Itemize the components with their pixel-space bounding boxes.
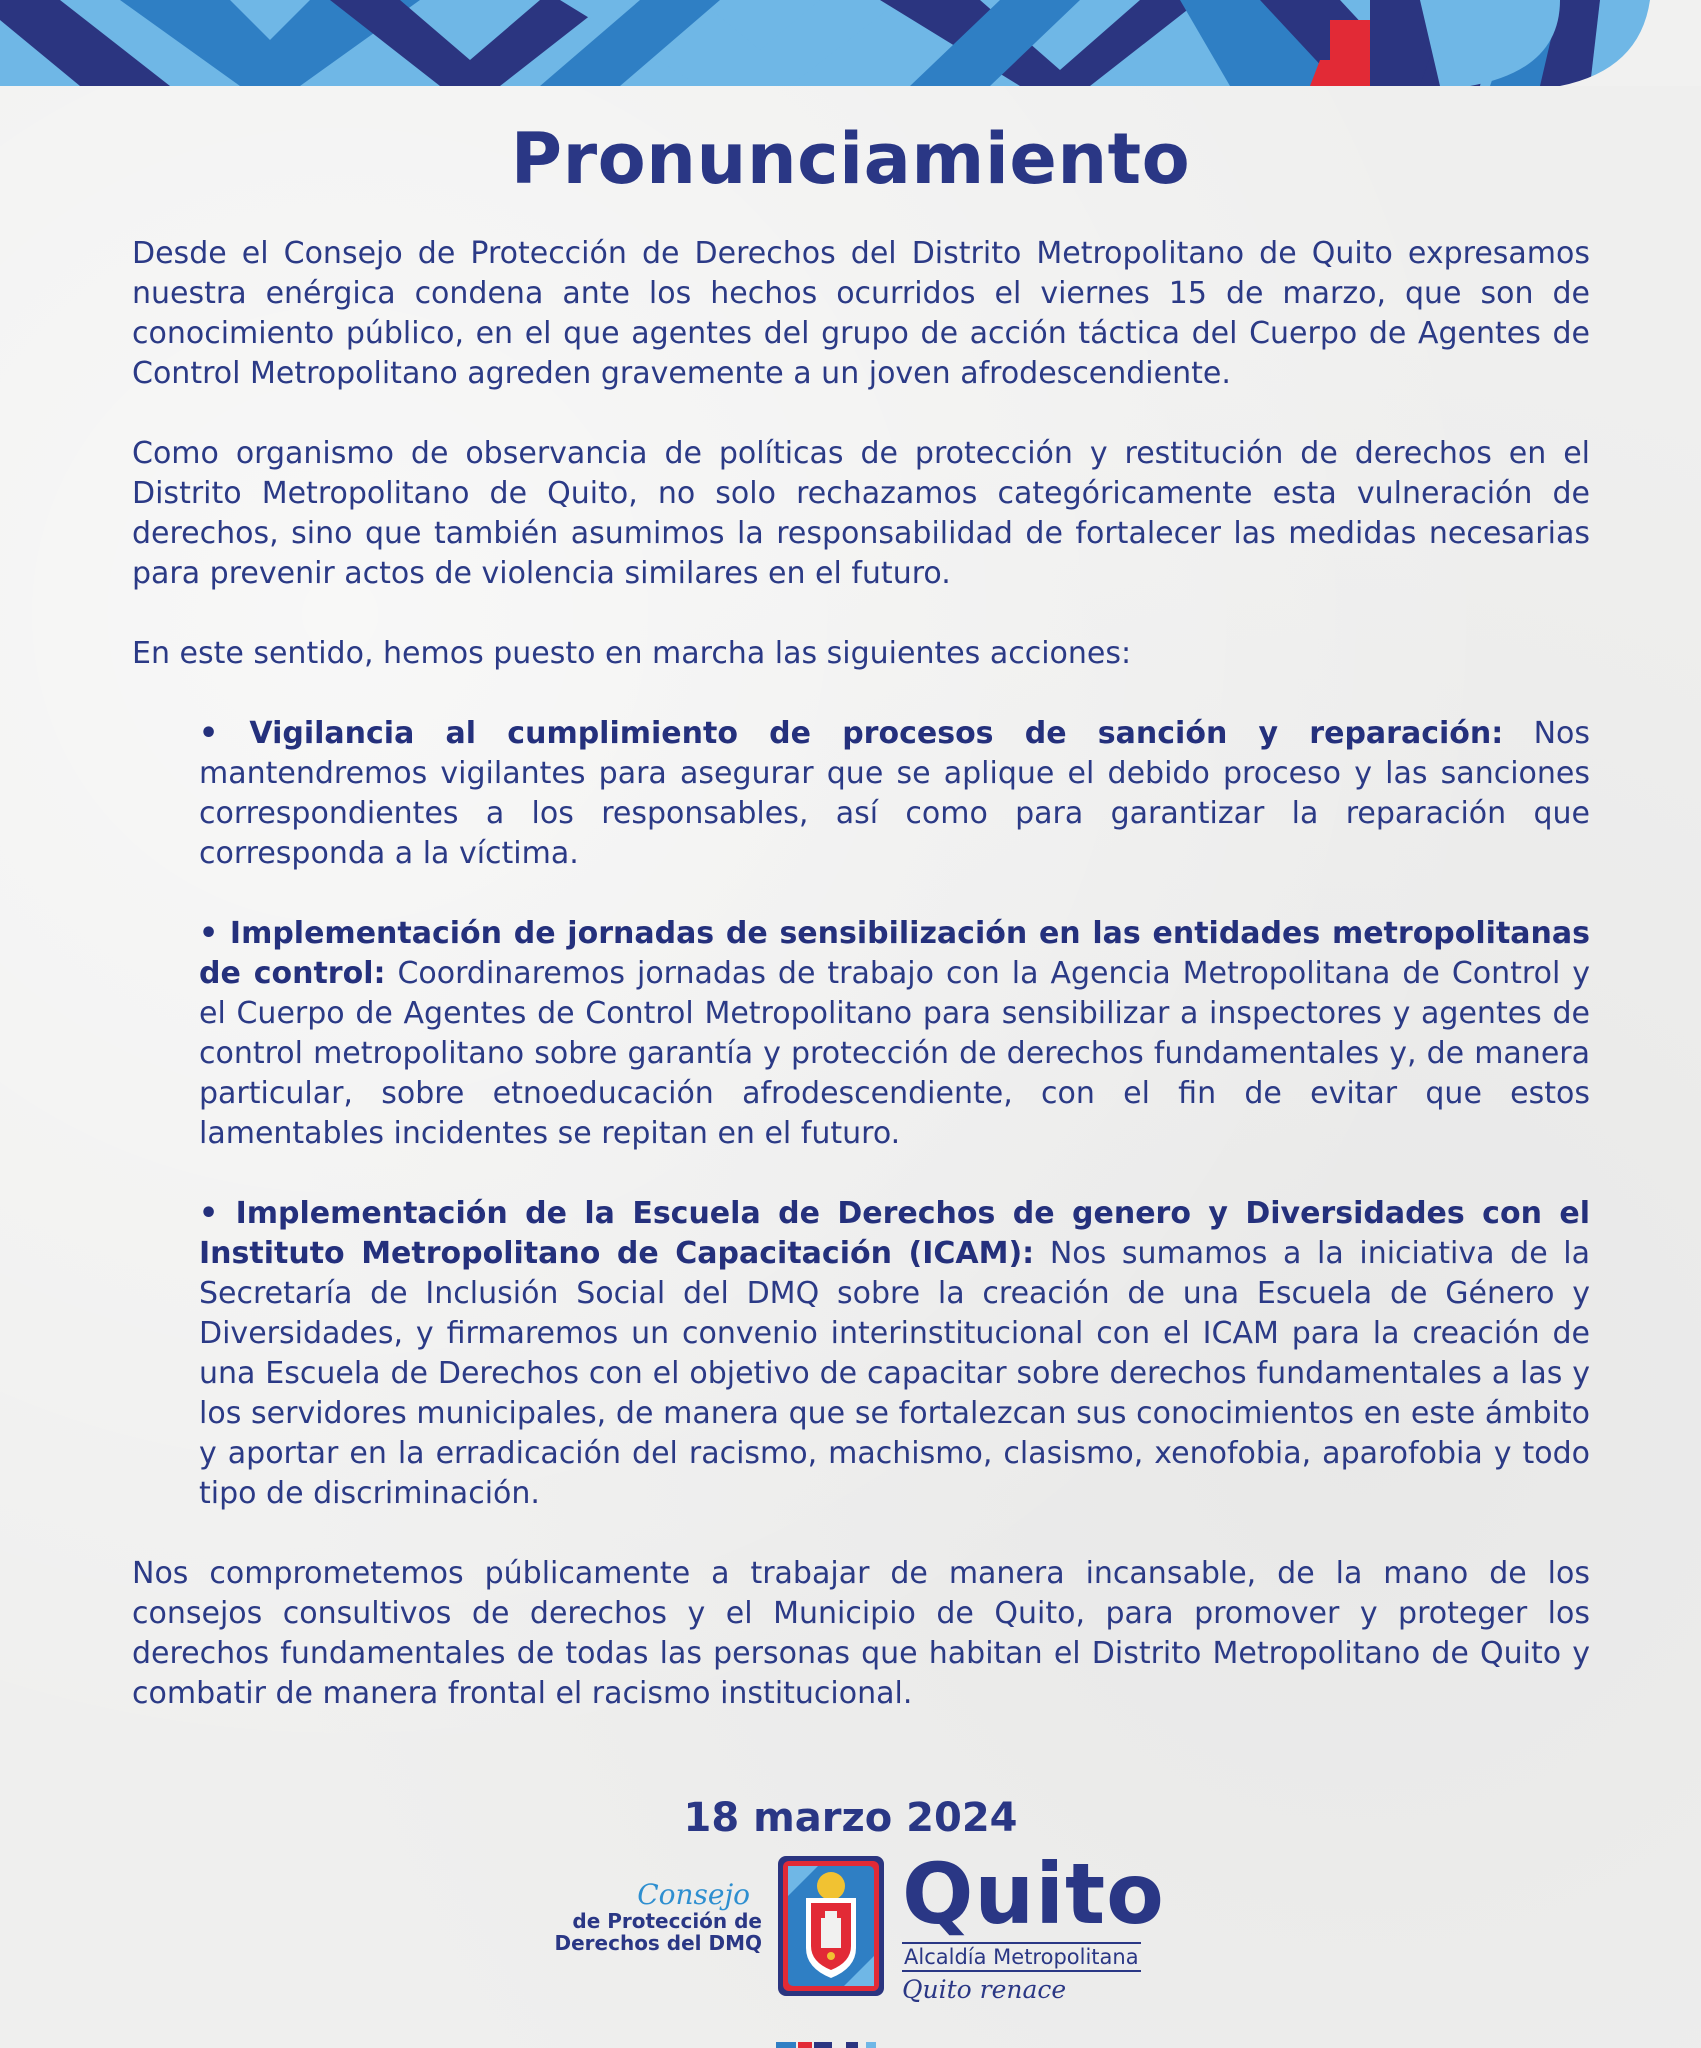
action-text: Nos sumamos a la iniciativa de la Secretaría de Inclusión Social del DMQ sobre la creación de una Escuela de Género y Diversidades, y firmaremos un convenio interinstitucional con el ICAM para la creación de una Escuela de Derechos con el objetivo de capacitar sobre derechos fundamentales a las y los servidores municipales, de manera que se fortalezcan sus conocimientos en este ámbito y aportar en la erradicación del racismo, machismo, clasismo, xenofobia, aparofobia y todo tipo de discriminación. xyxy=(199,1236,1591,1511)
top-banner-pattern xyxy=(0,0,1701,86)
list-item xyxy=(199,714,1590,874)
alcaldia-logo xyxy=(902,1845,1202,2006)
actions-list xyxy=(132,714,1590,1514)
consejo-line-2: Derechos del DMQ xyxy=(554,1931,762,1955)
action-title: • Vigilancia al cumplimiento de procesos de sanción y reparación: xyxy=(199,716,1504,751)
actions-intro: En este sentido, hemos puesto en marcha las siguientes acciones: xyxy=(132,636,1132,671)
top-banner xyxy=(0,0,1701,86)
action-text: Nos mantendremos vigilantes para asegurar que se aplique el debido proceso y las sanciones correspondientes a los responsables, así como para garantizar la reparación que corresponda a la víctima. xyxy=(199,716,1590,871)
quito-wordmark: Quito xyxy=(902,1845,1165,1943)
document-body xyxy=(132,234,1590,1714)
action-text: Coordinaremos jornadas de trabajo con la Agencia Metropolitana de Control y el Cuerpo de Agentes de Control Metropolitano para sensibilizar a inspectores y agentes de control metropolitano sobre garantía y protección de derechos fundamentales y, de manera particular, sobre etnoeducación afrodescendiente, con el fin de evitar que estos lamentables incidentes se repitan en el futuro. xyxy=(199,956,1591,1151)
paragraph-condemnation: Desde el Consejo de Protección de Derechos del Distrito Metropolitano de Quito expresamos nuestra enérgica condena ante los hechos ocurridos el viernes 15 de marzo, que son de conocimiento público, en el que agentes del grupo de acción táctica del Cuerpo de Agentes de Control Metropolitano agreden gravemente a un joven afrodescendiente. xyxy=(132,236,1590,391)
document-date: 18 marzo 2024 xyxy=(683,1795,1018,1841)
action-title: • Implementación de la Escuela de Derechos de genero y Diversidades con el Instituto Metropolitano de Capacitación (ICAM): xyxy=(199,1196,1590,1271)
list-item xyxy=(199,1194,1590,1514)
paragraph-commitment: Como organismo de observancia de políticas de protección y restitución de derechos en el Distrito Metropolitano de Quito, no solo rechazamos categóricamente esta vulneración de derechos, sino que también asumimos la responsabilidad de fortalecer las medidas necesarias para prevenir actos de violencia similares en el futuro. xyxy=(132,436,1590,591)
consejo-logo xyxy=(520,1880,762,1954)
slogan: Quito renace xyxy=(902,1975,1067,2004)
consejo-line-1: de Protección de xyxy=(572,1909,762,1933)
footer-logos xyxy=(520,1845,1200,2004)
page-title: Pronunciamiento xyxy=(510,118,1191,200)
alcaldia-label: Alcaldía Metropolitana xyxy=(902,1942,1141,1972)
consejo-script-text: Consejo xyxy=(637,1878,750,1911)
list-item xyxy=(199,914,1590,1154)
action-title: • Implementación de jornadas de sensibilización en las entidades metropolitanas de control: xyxy=(199,916,1590,991)
bottom-decoration xyxy=(776,2040,926,2048)
closing-paragraph: Nos comprometemos públicamente a trabajar de manera incansable, de la mano de los consejos consultivos de derechos y el Municipio de Quito, para promover y proteger los derechos fundamentales de todas las personas que habitan el Distrito Metropolitano de Quito y combatir de manera frontal el racismo institucional. xyxy=(132,1556,1590,1711)
quito-coat-of-arms-icon xyxy=(778,1856,884,1996)
